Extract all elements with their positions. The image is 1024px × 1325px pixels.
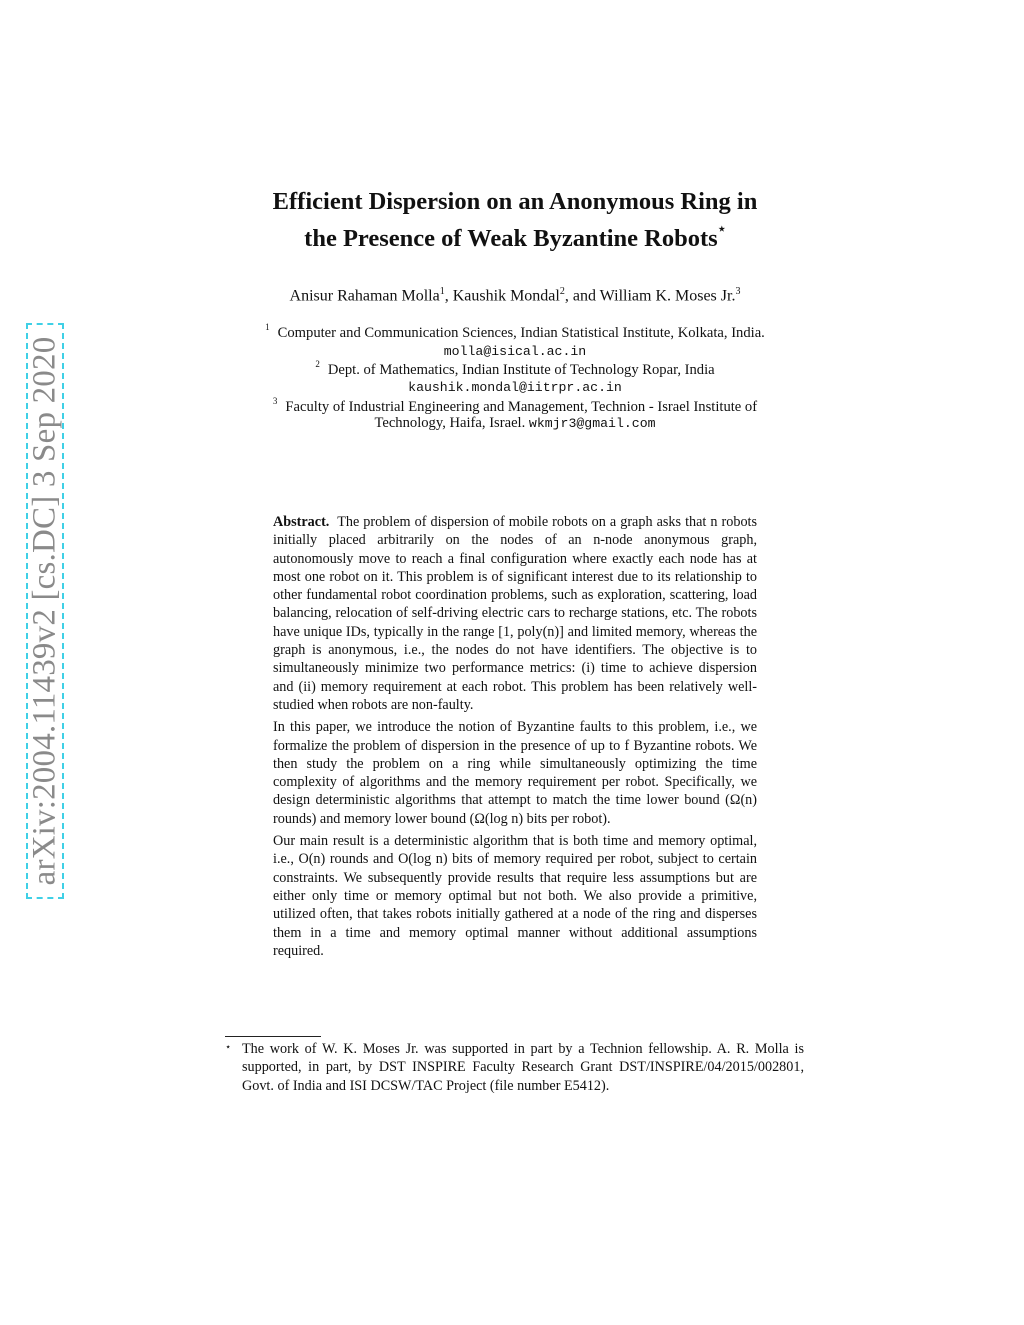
arxiv-identifier-stamp <box>26 323 64 899</box>
affiliation-2-email[interactable]: kaushik.mondal@iitrpr.ac.in <box>408 380 622 395</box>
author-separator: , <box>444 287 453 305</box>
affiliation-text: Computer and Communication Sciences, Indian Statistical Institute, Kolkata, India. <box>277 324 765 341</box>
footnote <box>222 1040 804 1095</box>
footnote-divider <box>225 1036 321 1037</box>
abstract-paragraph-2: In this paper, we introduce the notion of Byzantine faults to this problem, i.e., we formalize the problem of dispersion in the presence of up to f Byzantine robots. We then study the problem on a ring while simultaneously optimizing the time complexity of algorithms and the memory requirement per robot. Specifically, we design deterministic algorithms that attempt to match the time lower bound (Ω(n) rounds) and memory lower bound (Ω(log n) bits per robot). <box>273 719 757 827</box>
title-line-1: Efficient Dispersion on an Anonymous Ring in <box>272 188 758 215</box>
abstract <box>273 513 757 964</box>
abstract-text: The problem of dispersion of mobile robots on a graph asks that n robots initially placed arbitrarily on the nodes of an n-node anonymous graph, autonomously move to reach a final configuration where exactly each node has at most one robot on it. This problem is of significant interest due to its relationship to other fundamental robot coordination problems, such as exploration, scattering, load balancing, relocation of self-driving electric cars to recharge stations, etc. The robots have unique IDs, typically in the range [1, poly(n)] and limited memory, whereas the graph is anonymous, i.e., the nodes do not have identifiers. The objective is to simultaneously minimize two performance metrics: (i) time to achieve dispersion and (ii) memory requirement at each robot. This problem has been relatively well-studied when robots are non-faulty. <box>273 514 757 713</box>
author-list <box>150 286 880 305</box>
abstract-label: Abstract. <box>273 514 330 530</box>
author-name: Kaushik Mondal <box>452 287 560 305</box>
affiliation-text: Dept. of Mathematics, Indian Institute of Technology Ropar, India <box>327 361 715 378</box>
author-affil-mark: 1 <box>439 286 445 297</box>
author-affil-mark: 2 <box>559 286 565 297</box>
author-name: Anisur Rahaman Molla <box>289 287 440 305</box>
affiliation-text: Faculty of Industrial Engineering and Management, Technion - Israel Institute of <box>285 398 758 415</box>
author-affil-mark: 3 <box>735 286 741 297</box>
affiliation-3-email[interactable]: wkmjr3@gmail.com <box>528 416 656 431</box>
affiliation-1 <box>140 323 890 342</box>
affiliation-number: 3 <box>272 396 278 406</box>
footnote-mark: ⋆ <box>225 1042 232 1053</box>
affiliation-number: 2 <box>315 359 320 369</box>
affiliation-3-line-2 <box>140 415 890 432</box>
affiliation-text: Technology, Haifa, Israel. <box>374 415 526 431</box>
paper-title <box>200 186 830 254</box>
title-line-2: the Presence of Weak Byzantine Robots <box>304 225 718 253</box>
footnote-text: The work of W. K. Moses Jr. was supported in part by a Technion fellowship. A. R. Molla is supported, in part, by DST INSPIRE Faculty Research Grant DST/INSPIRE/04/2015/002801, Govt. of India and ISI DCSW/TAC Project (file number E5412). <box>242 1041 804 1094</box>
abstract-paragraph-1 <box>273 513 757 714</box>
affiliation-number: 1 <box>265 322 270 332</box>
affiliation-1-email[interactable]: molla@isical.ac.in <box>443 344 587 359</box>
author-separator: , and <box>564 287 600 305</box>
title-footnote-mark: ⋆ <box>717 221 726 236</box>
abstract-paragraph-3: Our main result is a deterministic algorithm that is both time and memory optimal, i.e., O(n) rounds and O(log n) bits of memory required per robot, subject to certain constraints. We subsequently provide results that require less assumptions but are either only time or memory optimal but not both. We also provide a primitive, utilized often, that takes robots initially gathered at a node of the ring and disperses them in a time and memory optimal manner without additional assumptions required. <box>273 833 757 959</box>
arxiv-identifier-text: arXiv:2004.11439v2 [cs.DC] 3 Sep 2020 <box>26 336 63 886</box>
author-name: William K. Moses Jr. <box>599 287 736 305</box>
affiliation-2 <box>140 360 890 379</box>
affiliation-3 <box>140 397 890 416</box>
